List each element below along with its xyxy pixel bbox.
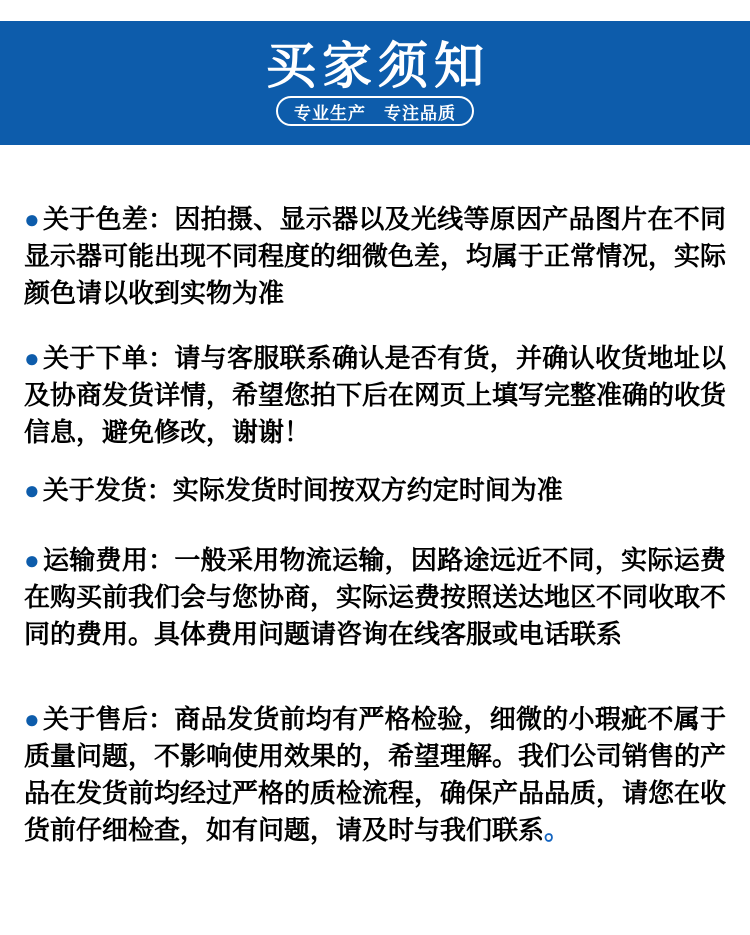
bullet-dot-icon: ● bbox=[24, 545, 40, 575]
notice-paragraph-shipping bbox=[24, 472, 726, 509]
notice-paragraph-after-sales bbox=[24, 701, 726, 849]
notice-paragraph-freight-cost bbox=[24, 542, 726, 653]
page-title: 买家须知 bbox=[266, 38, 490, 94]
notice-label: 关于下单： bbox=[42, 343, 175, 373]
tagline-text: 专业生产 专注品质 bbox=[294, 103, 456, 123]
bullet-dot-icon: ● bbox=[24, 204, 40, 234]
notice-body: 商品发货前均有严格检验，细微的小瑕疵不属于质量问题，不影响使用效果的，希望理解。我们公司销售的产品在发货前均经过严格的质检流程，确保产品品质，请您在收货前仔细检查，如有问题，请及时与我们联系 bbox=[24, 704, 727, 845]
notice-body: 因拍摄、显示器以及光线等原因产品图片在不同显示器可能出现不同程度的细微色差，均属于正常情况，实际颜色请以收到实物为准 bbox=[24, 204, 727, 308]
tagline-pill bbox=[276, 96, 474, 126]
notice-list bbox=[0, 145, 750, 849]
header-banner bbox=[0, 21, 750, 145]
notice-body: 一般采用物流运输，因路途远近不同，实际运费在购买前我们会与您协商，实际运费按照送达地区不同收取不同的费用。具体费用问题请咨询在线客服或电话联系 bbox=[24, 545, 727, 649]
notice-label: 关于色差： bbox=[42, 204, 175, 234]
bullet-dot-icon: ● bbox=[24, 475, 40, 505]
notice-label: 关于售后： bbox=[42, 704, 175, 734]
notice-blue-period: 。 bbox=[544, 815, 571, 845]
notice-body: 实际发货时间按双方约定时间为准 bbox=[172, 475, 563, 505]
notice-paragraph-color-difference bbox=[24, 201, 726, 312]
notice-body: 请与客服联系确认是否有货，并确认收货地址以及协商发货详情，希望您拍下后在网页上填写完整准确的收货信息，避免修改，谢谢！ bbox=[24, 343, 727, 447]
notice-label: 关于发货： bbox=[42, 475, 173, 505]
bullet-dot-icon: ● bbox=[24, 704, 40, 734]
notice-label: 运输费用： bbox=[42, 545, 175, 575]
bullet-dot-icon: ● bbox=[24, 343, 40, 373]
notice-paragraph-ordering bbox=[24, 340, 726, 451]
